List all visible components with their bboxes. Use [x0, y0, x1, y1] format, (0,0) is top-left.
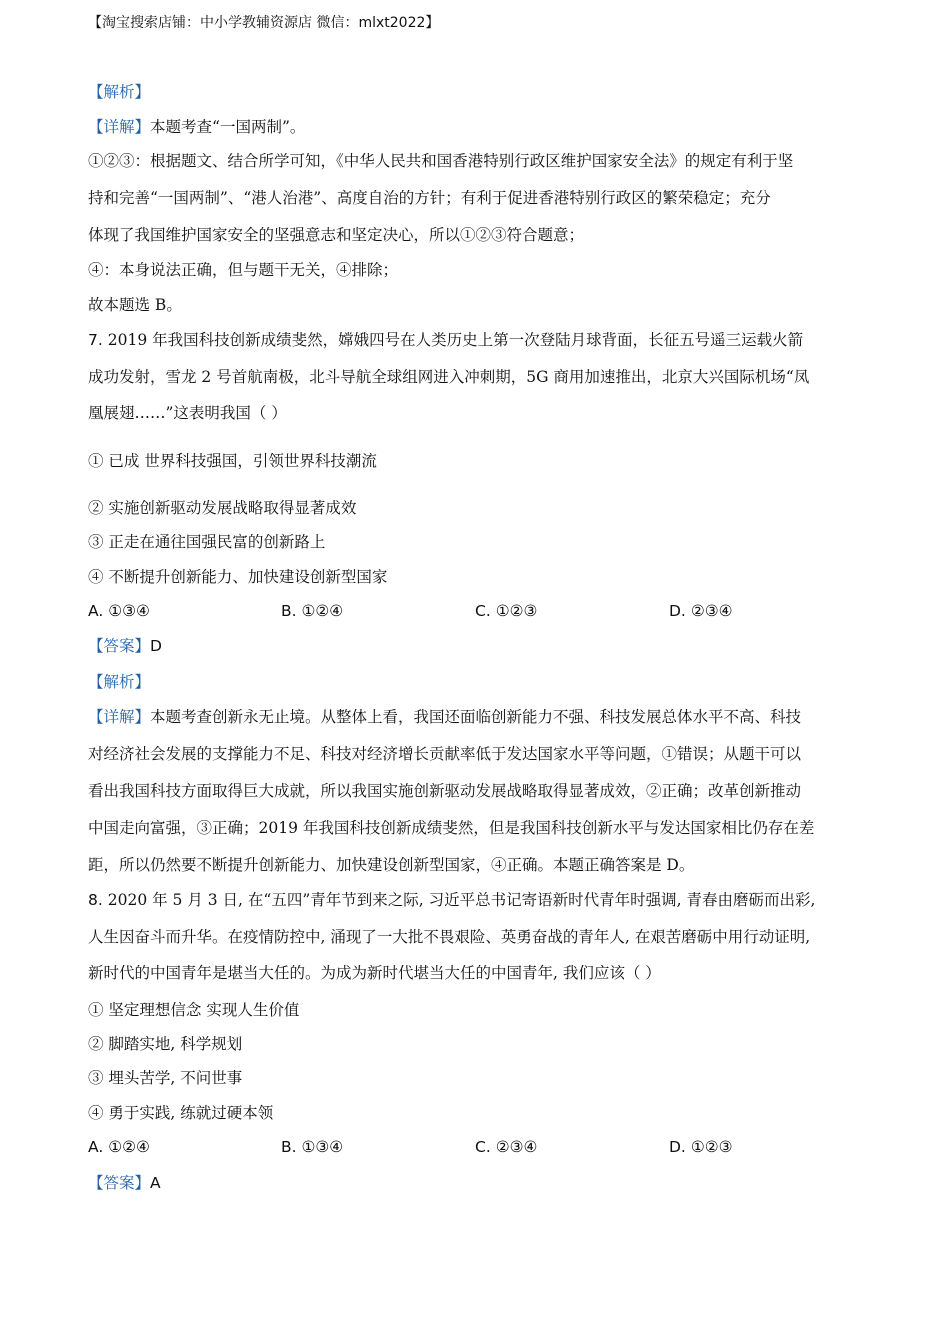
- question-8-stem-line: 人生因奋斗而升华。在疫情防控中, 涌现了一大批不畏艰险、英勇奋战的青年人, 在艰苦磨砺中用行动证明,: [88, 928, 811, 946]
- statement-item: ① 已成 世界科技强国，引领世界科技潮流: [88, 452, 377, 470]
- question-7-stem-line: [88, 329, 803, 351]
- option-b: B. ①②④: [281, 602, 344, 620]
- option-c: C. ①②③: [475, 602, 538, 620]
- question-stem-text: 2019 年我国科技创新成绩斐然，嫦娥四号在人类历史上第一次登陆月球背面，长征五号遥三运载火箭: [107, 331, 804, 349]
- answer-value: A: [150, 1174, 161, 1192]
- option-d: D. ①②③: [669, 1138, 733, 1156]
- statement-item: ④ 勇于实践, 练就过硬本领: [88, 1104, 274, 1122]
- answer-value: D: [150, 637, 162, 655]
- option-c: C. ②③④: [475, 1138, 538, 1156]
- question-stem-text: 2020 年 5 月 3 日, 在“五四”青年节到来之际, 习近平总书记寄语新时代青年时强调, 青春由磨砺而出彩,: [107, 891, 816, 909]
- statement-item: ② 实施创新驱动发展战略取得显著成效: [88, 499, 357, 517]
- explanation-line: 距，所以仍然要不断提升创新能力、加快建设创新型国家，④正确。本题正确答案是 D。: [88, 856, 695, 874]
- statement-item: ③ 埋头苦学, 不问世事: [88, 1069, 243, 1087]
- analysis-tag: 【解析】: [88, 83, 151, 101]
- statement-item: ② 脚踏实地, 科学规划: [88, 1035, 243, 1053]
- option-a: A. ①②④: [88, 1138, 150, 1156]
- answer-tag: 【答案】: [88, 637, 151, 655]
- answer-line: [88, 1172, 161, 1194]
- detail-tag: 【详解】: [88, 708, 151, 726]
- explanation-line: 体现了我国维护国家安全的坚强意志和坚定决心，所以①②③符合题意；: [88, 226, 585, 244]
- question-7-stem-line: 凰展翅……”这表明我国（ ）: [88, 404, 287, 422]
- statement-item: ① 坚定理想信念 实现人生价值: [88, 1001, 300, 1019]
- explanation-line: 看出我国科技方面取得巨大成就，所以我国实施创新驱动发展战略取得显著成效，②正确；改革创新推动: [88, 782, 802, 800]
- explanation-line: ①②③：根据题文、结合所学可知，《中华人民共和国香港特别行政区维护国家安全法》的规定有利于坚: [88, 152, 794, 170]
- statement-item: ④ 不断提升创新能力、加快建设创新型国家: [88, 568, 388, 586]
- detail-line: [88, 116, 305, 138]
- explanation-line: 故本题选 B。: [88, 296, 182, 314]
- page-header: 【淘宝搜索店铺：中小学教辅资源店 微信：mlxt2022】: [88, 15, 440, 31]
- analysis-tag: 【解析】: [88, 673, 151, 691]
- option-b: B. ①③④: [281, 1138, 344, 1156]
- answer-tag: 【答案】: [88, 1174, 151, 1192]
- statement-item: ③ 正走在通往国强民富的创新路上: [88, 533, 326, 551]
- explanation-line: 中国走向富强，③正确；2019 年我国科技创新成绩斐然，但是我国科技创新水平与发达国家相比仍存在差: [88, 819, 815, 837]
- question-8-stem-line: 新时代的中国青年是堪当大任的。为成为新时代堪当大任的中国青年, 我们应该（ ）: [88, 964, 661, 982]
- option-a: A. ①③④: [88, 602, 150, 620]
- question-number: 8.: [88, 891, 103, 909]
- detail-line: [88, 706, 801, 728]
- explanation-line: ④：本身说法正确，但与题干无关，④排除；: [88, 261, 399, 279]
- detail-text: 本题考查“一国两制”。: [150, 118, 306, 136]
- detail-text: 本题考查创新永无止境。从整体上看，我国还面临创新能力不强、科技发展总体水平不高、科技: [150, 708, 802, 726]
- option-d: D. ②③④: [669, 602, 733, 620]
- question-number: 7.: [88, 331, 103, 349]
- explanation-line: 持和完善“一国两制”、“港人治港”、高度自治的方针；有利于促进香港特别行政区的繁荣稳定；充分: [88, 189, 771, 207]
- detail-tag: 【详解】: [88, 118, 151, 136]
- question-8-stem-line: [88, 889, 815, 911]
- explanation-line: 对经济社会发展的支撑能力不足、科技对经济增长贡献率低于发达国家水平等问题，①错误；从题干可以: [88, 745, 802, 763]
- question-7-stem-line: 成功发射，雪龙 2 号首航南极，北斗导航全球组网进入冲刺期，5G 商用加速推出，北京大兴国际机场“凤: [88, 368, 810, 386]
- answer-line: [88, 635, 162, 657]
